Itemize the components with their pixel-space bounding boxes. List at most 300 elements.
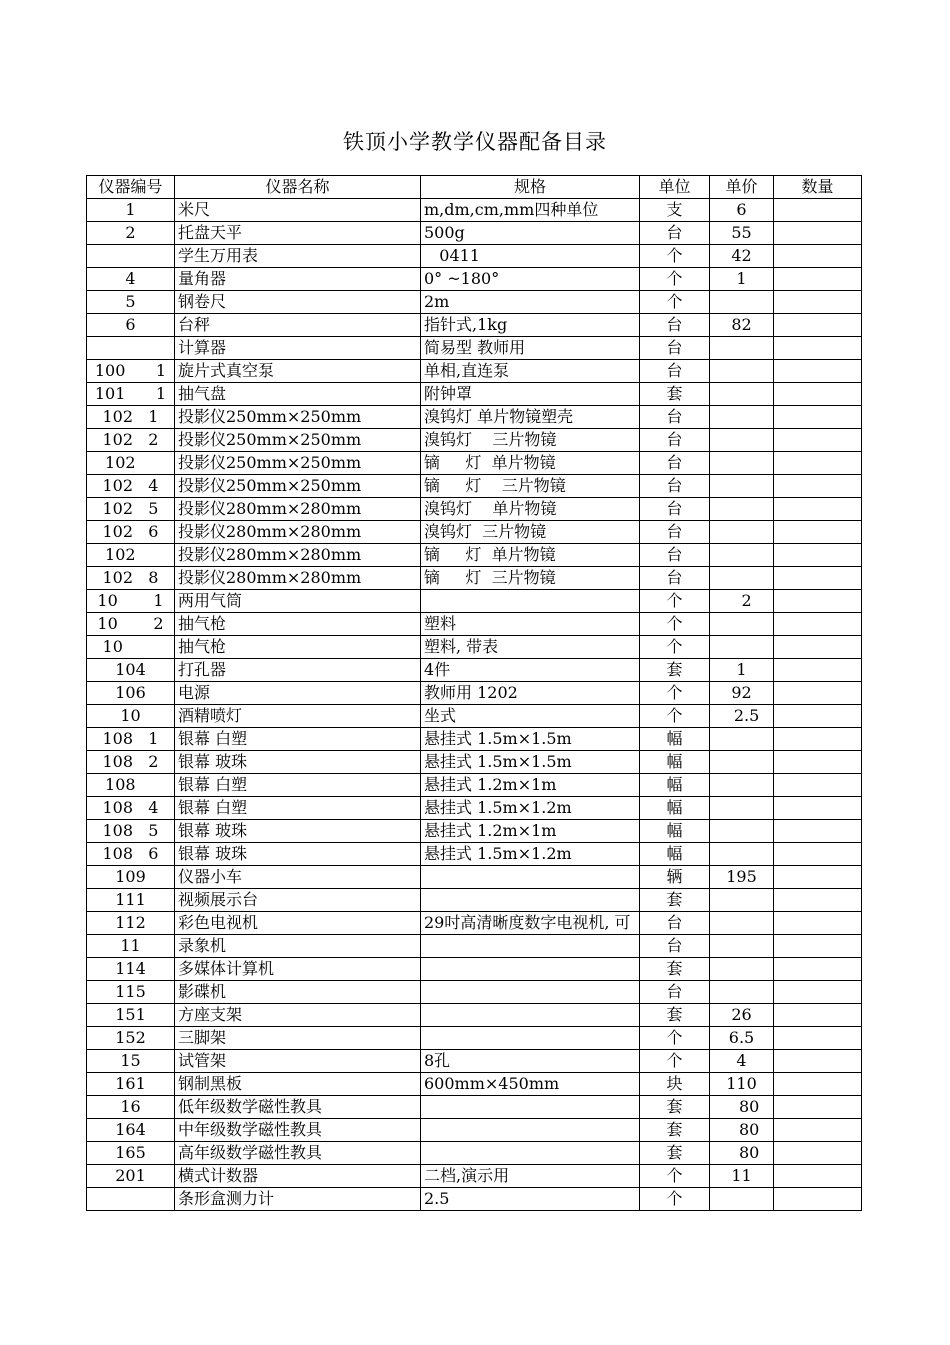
table-row [87, 636, 862, 659]
name-cell: 视频展示台 [175, 889, 421, 912]
unit-cell: 台 [640, 452, 710, 475]
name-cell: 台秤 [175, 314, 421, 337]
name-cell: 投影仪280mm×280mm [175, 544, 421, 567]
spec-cell: 溴钨灯 三片物镜 [421, 521, 640, 544]
spec-cell: 镝 灯 三片物镜 [421, 567, 640, 590]
code-cell [87, 337, 175, 360]
code-cell: 15 [87, 1050, 175, 1073]
name-cell: 酒精喷灯 [175, 705, 421, 728]
spec-cell [421, 981, 640, 1004]
code-cell: 101 1 [87, 383, 175, 406]
table-row [87, 245, 862, 268]
unit-cell: 台 [640, 935, 710, 958]
spec-cell [421, 1027, 640, 1050]
name-cell: 量角器 [175, 268, 421, 291]
code-cell: 102 4 [87, 475, 175, 498]
qty-cell [774, 590, 862, 613]
price-cell: 6.5 [710, 1027, 774, 1050]
table-row [87, 774, 862, 797]
price-cell [710, 429, 774, 452]
table-row [87, 429, 862, 452]
qty-cell [774, 935, 862, 958]
unit-cell: 个 [640, 291, 710, 314]
qty-cell [774, 452, 862, 475]
price-cell: 92 [710, 682, 774, 705]
name-cell: 托盘天平 [175, 222, 421, 245]
qty-cell [774, 820, 862, 843]
table-row [87, 498, 862, 521]
table-row [87, 1119, 862, 1142]
header-code: 仪器编号 [87, 176, 175, 199]
name-cell: 电源 [175, 682, 421, 705]
spec-cell: 单相,直连泵 [421, 360, 640, 383]
table-row [87, 406, 862, 429]
name-cell: 投影仪250mm×250mm [175, 475, 421, 498]
table-row [87, 590, 862, 613]
price-cell: 55 [710, 222, 774, 245]
header-qty: 数量 [774, 176, 862, 199]
spec-cell: 悬挂式 1.5m×1.5m [421, 728, 640, 751]
name-cell: 钢卷尺 [175, 291, 421, 314]
code-cell: 10 [87, 705, 175, 728]
table-row [87, 268, 862, 291]
qty-cell [774, 245, 862, 268]
price-cell [710, 1188, 774, 1211]
price-cell [710, 544, 774, 567]
unit-cell: 个 [640, 268, 710, 291]
name-cell: 银幕 玻珠 [175, 820, 421, 843]
price-cell [710, 567, 774, 590]
unit-cell: 幅 [640, 751, 710, 774]
qty-cell [774, 1004, 862, 1027]
qty-cell [774, 958, 862, 981]
spec-cell: 溴钨灯 三片物镜 [421, 429, 640, 452]
price-cell [710, 636, 774, 659]
unit-cell: 幅 [640, 820, 710, 843]
table-row [87, 1142, 862, 1165]
code-cell: 108 4 [87, 797, 175, 820]
code-cell: 108 6 [87, 843, 175, 866]
table-row [87, 728, 862, 751]
name-cell: 仪器小车 [175, 866, 421, 889]
spec-cell: 29吋高清晰度数字电视机, 可 [421, 912, 640, 935]
price-cell [710, 406, 774, 429]
code-cell: 11 [87, 935, 175, 958]
unit-cell: 个 [640, 705, 710, 728]
table-row [87, 314, 862, 337]
table-row [87, 613, 862, 636]
equipment-table [86, 175, 862, 1211]
code-cell: 108 [87, 774, 175, 797]
table-row [87, 475, 862, 498]
spec-cell [421, 889, 640, 912]
qty-cell [774, 728, 862, 751]
header-unit: 单位 [640, 176, 710, 199]
name-cell: 三脚架 [175, 1027, 421, 1050]
name-cell: 中年级数学磁性教具 [175, 1119, 421, 1142]
code-cell: 111 [87, 889, 175, 912]
qty-cell [774, 291, 862, 314]
spec-cell: 悬挂式 1.2m×1m [421, 774, 640, 797]
unit-cell: 台 [640, 222, 710, 245]
table-row [87, 1027, 862, 1050]
price-cell: 195 [710, 866, 774, 889]
name-cell: 两用气筒 [175, 590, 421, 613]
code-cell: 112 [87, 912, 175, 935]
code-cell: 165 [87, 1142, 175, 1165]
code-cell: 100 1 [87, 360, 175, 383]
spec-cell: 坐式 [421, 705, 640, 728]
unit-cell: 台 [640, 981, 710, 1004]
table-row [87, 935, 862, 958]
table-row [87, 1004, 862, 1027]
code-cell: 108 5 [87, 820, 175, 843]
price-cell: 6 [710, 199, 774, 222]
spec-cell [421, 958, 640, 981]
name-cell: 银幕 玻珠 [175, 843, 421, 866]
unit-cell: 套 [640, 383, 710, 406]
spec-cell: 2m [421, 291, 640, 314]
code-cell: 108 2 [87, 751, 175, 774]
unit-cell: 幅 [640, 797, 710, 820]
spec-cell: 溴钨灯 单片物镜塑壳 [421, 406, 640, 429]
spec-cell: 悬挂式 1.5m×1.2m [421, 843, 640, 866]
unit-cell: 套 [640, 958, 710, 981]
table-row [87, 567, 862, 590]
unit-cell: 幅 [640, 843, 710, 866]
price-cell [710, 797, 774, 820]
spec-cell: 塑料 [421, 613, 640, 636]
unit-cell: 个 [640, 1050, 710, 1073]
code-cell: 1 [87, 199, 175, 222]
qty-cell [774, 475, 862, 498]
table-body [87, 199, 862, 1211]
qty-cell [774, 981, 862, 1004]
spec-cell: 溴钨灯 单片物镜 [421, 498, 640, 521]
spec-cell: 指针式,1kg [421, 314, 640, 337]
table-row [87, 360, 862, 383]
name-cell: 录象机 [175, 935, 421, 958]
spec-cell: 悬挂式 1.2m×1m [421, 820, 640, 843]
price-cell: 4 [710, 1050, 774, 1073]
unit-cell: 台 [640, 567, 710, 590]
code-cell: 16 [87, 1096, 175, 1119]
spec-cell [421, 866, 640, 889]
unit-cell: 套 [640, 1004, 710, 1027]
qty-cell [774, 1142, 862, 1165]
table-row [87, 981, 862, 1004]
price-cell [710, 613, 774, 636]
name-cell: 旋片式真空泵 [175, 360, 421, 383]
table-row [87, 1096, 862, 1119]
name-cell: 打孔器 [175, 659, 421, 682]
price-cell [710, 475, 774, 498]
unit-cell: 套 [640, 1096, 710, 1119]
name-cell: 投影仪280mm×280mm [175, 521, 421, 544]
qty-cell [774, 797, 862, 820]
name-cell: 银幕 白塑 [175, 797, 421, 820]
qty-cell [774, 866, 862, 889]
table-row [87, 889, 862, 912]
unit-cell: 台 [640, 406, 710, 429]
unit-cell: 个 [640, 1165, 710, 1188]
code-cell: 10 2 [87, 613, 175, 636]
qty-cell [774, 659, 862, 682]
name-cell: 银幕 玻珠 [175, 751, 421, 774]
table-header-row [87, 176, 862, 199]
name-cell: 横式计数器 [175, 1165, 421, 1188]
qty-cell [774, 567, 862, 590]
unit-cell: 支 [640, 199, 710, 222]
table-row [87, 912, 862, 935]
spec-cell: 0° ~180° [421, 268, 640, 291]
spec-cell: 悬挂式 1.5m×1.5m [421, 751, 640, 774]
spec-cell: 悬挂式 1.5m×1.2m [421, 797, 640, 820]
qty-cell [774, 1188, 862, 1211]
code-cell: 102 2 [87, 429, 175, 452]
spec-cell: 塑料, 带表 [421, 636, 640, 659]
spec-cell: 8孔 [421, 1050, 640, 1073]
spec-cell [421, 935, 640, 958]
price-cell: 11 [710, 1165, 774, 1188]
spec-cell: 教师用 1202 [421, 682, 640, 705]
price-cell: 2.5 [710, 705, 774, 728]
table-row [87, 291, 862, 314]
code-cell: 161 [87, 1073, 175, 1096]
unit-cell: 个 [640, 1188, 710, 1211]
unit-cell: 套 [640, 1142, 710, 1165]
spec-cell: 附钟罩 [421, 383, 640, 406]
qty-cell [774, 314, 862, 337]
spec-cell: 镝 灯 单片物镜 [421, 544, 640, 567]
price-cell: 26 [710, 1004, 774, 1027]
qty-cell [774, 199, 862, 222]
qty-cell [774, 222, 862, 245]
unit-cell: 台 [640, 314, 710, 337]
qty-cell [774, 337, 862, 360]
name-cell: 投影仪280mm×280mm [175, 498, 421, 521]
price-cell [710, 751, 774, 774]
price-cell [710, 452, 774, 475]
price-cell [710, 498, 774, 521]
table-row [87, 659, 862, 682]
table-row [87, 544, 862, 567]
unit-cell: 个 [640, 636, 710, 659]
spec-cell: 500g [421, 222, 640, 245]
spec-cell [421, 590, 640, 613]
unit-cell: 个 [640, 682, 710, 705]
table-row [87, 682, 862, 705]
price-cell [710, 935, 774, 958]
code-cell: 115 [87, 981, 175, 1004]
price-cell: 80 [710, 1119, 774, 1142]
unit-cell: 辆 [640, 866, 710, 889]
code-cell: 109 [87, 866, 175, 889]
qty-cell [774, 705, 862, 728]
unit-cell: 套 [640, 659, 710, 682]
table-row [87, 199, 862, 222]
name-cell: 投影仪250mm×250mm [175, 429, 421, 452]
price-cell: 1 [710, 268, 774, 291]
unit-cell: 个 [640, 613, 710, 636]
code-cell: 6 [87, 314, 175, 337]
unit-cell: 个 [640, 1027, 710, 1050]
name-cell: 学生万用表 [175, 245, 421, 268]
qty-cell [774, 521, 862, 544]
spec-cell: 镝 灯 三片物镜 [421, 475, 640, 498]
table-row [87, 1050, 862, 1073]
code-cell: 102 1 [87, 406, 175, 429]
price-cell: 82 [710, 314, 774, 337]
unit-cell: 套 [640, 1119, 710, 1142]
spec-cell: m,dm,cm,mm四种单位 [421, 199, 640, 222]
price-cell: 42 [710, 245, 774, 268]
spec-cell [421, 1004, 640, 1027]
unit-cell: 台 [640, 337, 710, 360]
code-cell: 10 [87, 636, 175, 659]
qty-cell [774, 544, 862, 567]
name-cell: 多媒体计算机 [175, 958, 421, 981]
code-cell: 152 [87, 1027, 175, 1050]
spec-cell: 2.5 [421, 1188, 640, 1211]
qty-cell [774, 889, 862, 912]
qty-cell [774, 682, 862, 705]
name-cell: 投影仪280mm×280mm [175, 567, 421, 590]
table-row [87, 383, 862, 406]
qty-cell [774, 406, 862, 429]
code-cell: 102 5 [87, 498, 175, 521]
price-cell [710, 958, 774, 981]
qty-cell [774, 1073, 862, 1096]
unit-cell: 幅 [640, 728, 710, 751]
table-row [87, 337, 862, 360]
qty-cell [774, 912, 862, 935]
unit-cell: 台 [640, 912, 710, 935]
table-row [87, 1188, 862, 1211]
table-row [87, 1073, 862, 1096]
table-row [87, 797, 862, 820]
price-cell [710, 337, 774, 360]
price-cell [710, 383, 774, 406]
table-row [87, 751, 862, 774]
name-cell: 抽气盘 [175, 383, 421, 406]
qty-cell [774, 360, 862, 383]
name-cell: 钢制黑板 [175, 1073, 421, 1096]
spec-cell [421, 1096, 640, 1119]
qty-cell [774, 1050, 862, 1073]
table-row [87, 866, 862, 889]
spec-cell: 600mm×450mm [421, 1073, 640, 1096]
name-cell: 米尺 [175, 199, 421, 222]
unit-cell: 块 [640, 1073, 710, 1096]
code-cell [87, 245, 175, 268]
unit-cell: 台 [640, 475, 710, 498]
price-cell [710, 820, 774, 843]
unit-cell: 套 [640, 889, 710, 912]
qty-cell [774, 613, 862, 636]
page-title: 铁顶小学教学仪器配备目录 [343, 130, 607, 154]
unit-cell: 台 [640, 544, 710, 567]
name-cell: 方座支架 [175, 1004, 421, 1027]
qty-cell [774, 268, 862, 291]
qty-cell [774, 498, 862, 521]
code-cell: 102 8 [87, 567, 175, 590]
unit-cell: 台 [640, 429, 710, 452]
spec-cell: 0411 [421, 245, 640, 268]
name-cell: 投影仪250mm×250mm [175, 452, 421, 475]
code-cell: 10 1 [87, 590, 175, 613]
header-price: 单价 [710, 176, 774, 199]
name-cell: 投影仪250mm×250mm [175, 406, 421, 429]
name-cell: 低年级数学磁性教具 [175, 1096, 421, 1119]
spec-cell: 二档,演示用 [421, 1165, 640, 1188]
name-cell: 银幕 白塑 [175, 774, 421, 797]
code-cell [87, 1188, 175, 1211]
qty-cell [774, 383, 862, 406]
price-cell [710, 981, 774, 1004]
price-cell: 80 [710, 1142, 774, 1165]
price-cell: 110 [710, 1073, 774, 1096]
price-cell [710, 291, 774, 314]
qty-cell [774, 1165, 862, 1188]
spec-cell [421, 1142, 640, 1165]
price-cell [710, 728, 774, 751]
name-cell: 条形盒测力计 [175, 1188, 421, 1211]
price-cell [710, 843, 774, 866]
code-cell: 5 [87, 291, 175, 314]
price-cell [710, 774, 774, 797]
code-cell: 2 [87, 222, 175, 245]
name-cell: 试管架 [175, 1050, 421, 1073]
table-row [87, 222, 862, 245]
unit-cell: 台 [640, 498, 710, 521]
spec-cell: 简易型 教师用 [421, 337, 640, 360]
table-row [87, 820, 862, 843]
price-cell: 2 [710, 590, 774, 613]
qty-cell [774, 1119, 862, 1142]
code-cell: 114 [87, 958, 175, 981]
qty-cell [774, 1027, 862, 1050]
name-cell: 抽气枪 [175, 636, 421, 659]
qty-cell [774, 843, 862, 866]
code-cell: 102 [87, 544, 175, 567]
code-cell: 104 [87, 659, 175, 682]
price-cell [710, 889, 774, 912]
code-cell: 201 [87, 1165, 175, 1188]
code-cell: 4 [87, 268, 175, 291]
name-cell: 计算器 [175, 337, 421, 360]
unit-cell: 台 [640, 521, 710, 544]
price-cell: 80 [710, 1096, 774, 1119]
code-cell: 151 [87, 1004, 175, 1027]
table-row [87, 452, 862, 475]
header-spec: 规格 [421, 176, 640, 199]
table-row [87, 1165, 862, 1188]
name-cell: 高年级数学磁性教具 [175, 1142, 421, 1165]
table-row [87, 843, 862, 866]
table-row [87, 705, 862, 728]
qty-cell [774, 774, 862, 797]
code-cell: 106 [87, 682, 175, 705]
unit-cell: 幅 [640, 774, 710, 797]
spec-cell [421, 1119, 640, 1142]
code-cell: 102 6 [87, 521, 175, 544]
name-cell: 抽气枪 [175, 613, 421, 636]
code-cell: 164 [87, 1119, 175, 1142]
qty-cell [774, 636, 862, 659]
unit-cell: 台 [640, 360, 710, 383]
price-cell [710, 521, 774, 544]
